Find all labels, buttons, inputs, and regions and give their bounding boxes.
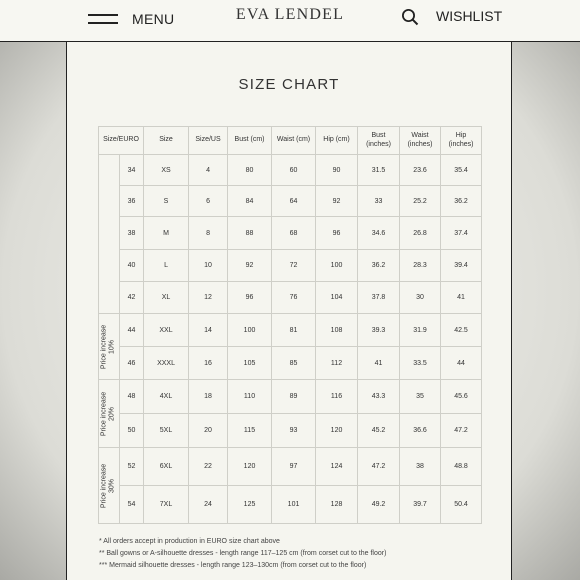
table-cell: 39.3 — [358, 314, 400, 347]
table-row — [99, 155, 482, 186]
table-cell: 64 — [272, 186, 316, 217]
table-cell: XXXL — [144, 347, 189, 380]
column-header: Size/EURO — [99, 127, 144, 155]
table-row — [99, 414, 482, 448]
table-cell: 37.8 — [358, 282, 400, 314]
table-header-row — [99, 127, 482, 155]
table-cell: 90 — [316, 155, 358, 186]
table-cell: 45.2 — [358, 414, 400, 448]
table-cell: 34.6 — [358, 217, 400, 250]
table-cell: 48 — [120, 380, 144, 414]
menu-button[interactable] — [88, 8, 174, 30]
table-cell: 88 — [228, 217, 272, 250]
table-cell: 31.9 — [400, 314, 441, 347]
menu-label: MENU — [132, 11, 175, 27]
table-cell: 12 — [189, 282, 228, 314]
column-header: Waist (cm) — [272, 127, 316, 155]
table-cell: 120 — [228, 448, 272, 486]
table-row — [99, 186, 482, 217]
top-navigation-bar — [0, 0, 580, 42]
table-cell: 7XL — [144, 486, 189, 524]
table-cell: 72 — [272, 250, 316, 282]
table-cell: 96 — [316, 217, 358, 250]
table-cell: 41 — [441, 282, 482, 314]
table-cell: 43.3 — [358, 380, 400, 414]
table-cell: 54 — [120, 486, 144, 524]
wishlist-link[interactable]: WISHLIST — [436, 8, 503, 24]
size-chart-table — [98, 126, 482, 524]
table-cell: 36.6 — [400, 414, 441, 448]
table-cell: 39.4 — [441, 250, 482, 282]
table-cell: 44 — [441, 347, 482, 380]
column-header: Size/US — [189, 127, 228, 155]
table-cell: 33.5 — [400, 347, 441, 380]
table-cell: 4XL — [144, 380, 189, 414]
footnote: ** Ball gowns or A-silhouette dresses - length range 117–125 cm (from corset cut to the floor) — [99, 550, 387, 557]
table-cell: 93 — [272, 414, 316, 448]
table-cell: M — [144, 217, 189, 250]
table-row — [99, 250, 482, 282]
table-cell: 34 — [120, 155, 144, 186]
table-row — [99, 380, 482, 414]
hamburger-menu-icon — [88, 13, 118, 25]
table-cell: 39.7 — [400, 486, 441, 524]
table-cell: 31.5 — [358, 155, 400, 186]
table-cell: 22 — [189, 448, 228, 486]
table-row — [99, 282, 482, 314]
table-cell: 30 — [400, 282, 441, 314]
table-cell: 45.6 — [441, 380, 482, 414]
table-cell: 85 — [272, 347, 316, 380]
table-cell: 23.6 — [400, 155, 441, 186]
table-cell: 6XL — [144, 448, 189, 486]
price-group-cell — [99, 380, 120, 448]
table-cell: XS — [144, 155, 189, 186]
table-row — [99, 448, 482, 486]
table-cell: 35 — [400, 380, 441, 414]
table-cell: 52 — [120, 448, 144, 486]
column-header: Size — [144, 127, 189, 155]
table-cell: 47.2 — [358, 448, 400, 486]
table-cell: 50 — [120, 414, 144, 448]
table-cell: 6 — [189, 186, 228, 217]
table-cell: 48.8 — [441, 448, 482, 486]
table-cell: 44 — [120, 314, 144, 347]
table-cell: 35.4 — [441, 155, 482, 186]
column-header: Hip (inches) — [441, 127, 482, 155]
table-cell: 92 — [316, 186, 358, 217]
table-cell: 125 — [228, 486, 272, 524]
table-cell: 42 — [120, 282, 144, 314]
table-cell: 68 — [272, 217, 316, 250]
table-cell: 25.2 — [400, 186, 441, 217]
table-cell: 128 — [316, 486, 358, 524]
table-cell: 33 — [358, 186, 400, 217]
table-cell: 40 — [120, 250, 144, 282]
table-cell: 37.4 — [441, 217, 482, 250]
column-header: Bust (cm) — [228, 127, 272, 155]
table-cell: 36.2 — [441, 186, 482, 217]
table-cell: XXL — [144, 314, 189, 347]
table-row — [99, 347, 482, 380]
table-cell: 81 — [272, 314, 316, 347]
price-group-label: Price increase 20% — [100, 391, 116, 436]
table-cell: 8 — [189, 217, 228, 250]
table-cell: 14 — [189, 314, 228, 347]
table-cell: 100 — [316, 250, 358, 282]
table-cell: 36.2 — [358, 250, 400, 282]
price-group-label: Price increase 30% — [100, 463, 116, 508]
price-group-cell — [99, 155, 120, 314]
price-group-cell — [99, 314, 120, 380]
table-cell: 4 — [189, 155, 228, 186]
table-cell: 5XL — [144, 414, 189, 448]
table-cell: 41 — [358, 347, 400, 380]
table-cell: 104 — [316, 282, 358, 314]
table-cell: 110 — [228, 380, 272, 414]
table-cell: 38 — [120, 217, 144, 250]
column-header: Waist (inches) — [400, 127, 441, 155]
table-row — [99, 314, 482, 347]
footnote: *** Mermaid silhouette dresses - length range 123–130cm (from corset cut to the floor) — [99, 562, 367, 569]
search-icon[interactable] — [401, 8, 419, 26]
table-cell: 96 — [228, 282, 272, 314]
table-cell: 60 — [272, 155, 316, 186]
table-cell: 108 — [316, 314, 358, 347]
table-cell: 28.3 — [400, 250, 441, 282]
brand-logo[interactable]: EVA LENDEL — [235, 6, 345, 23]
table-cell: 80 — [228, 155, 272, 186]
table-cell: 97 — [272, 448, 316, 486]
table-cell: 50.4 — [441, 486, 482, 524]
page-title: SIZE CHART — [238, 76, 340, 93]
table-cell: 36 — [120, 186, 144, 217]
column-header: Hip (cm) — [316, 127, 358, 155]
table-cell: 92 — [228, 250, 272, 282]
price-group-cell — [99, 448, 120, 524]
table-cell: 115 — [228, 414, 272, 448]
table-row — [99, 217, 482, 250]
table-cell: S — [144, 186, 189, 217]
table-cell: 42.5 — [441, 314, 482, 347]
footnote: * All orders accept in production in EURO size chart above — [99, 538, 280, 545]
table-cell: 18 — [189, 380, 228, 414]
table-cell: 101 — [272, 486, 316, 524]
column-header: Bust (inches) — [358, 127, 400, 155]
table-cell: 76 — [272, 282, 316, 314]
table-cell: 116 — [316, 380, 358, 414]
table-cell: 89 — [272, 380, 316, 414]
table-cell: 124 — [316, 448, 358, 486]
table-row — [99, 486, 482, 524]
table-cell: 47.2 — [441, 414, 482, 448]
table-cell: 100 — [228, 314, 272, 347]
table-cell: 20 — [189, 414, 228, 448]
table-cell: 26.8 — [400, 217, 441, 250]
footnotes — [99, 536, 386, 572]
table-cell: 112 — [316, 347, 358, 380]
table-cell: 84 — [228, 186, 272, 217]
table-cell: L — [144, 250, 189, 282]
table-cell: 24 — [189, 486, 228, 524]
table-cell: XL — [144, 282, 189, 314]
table-cell: 105 — [228, 347, 272, 380]
table-cell: 38 — [400, 448, 441, 486]
table-cell: 49.2 — [358, 486, 400, 524]
table-cell: 10 — [189, 250, 228, 282]
table-cell: 46 — [120, 347, 144, 380]
price-group-label: Price increase 10% — [100, 324, 116, 369]
table-cell: 120 — [316, 414, 358, 448]
table-cell: 16 — [189, 347, 228, 380]
